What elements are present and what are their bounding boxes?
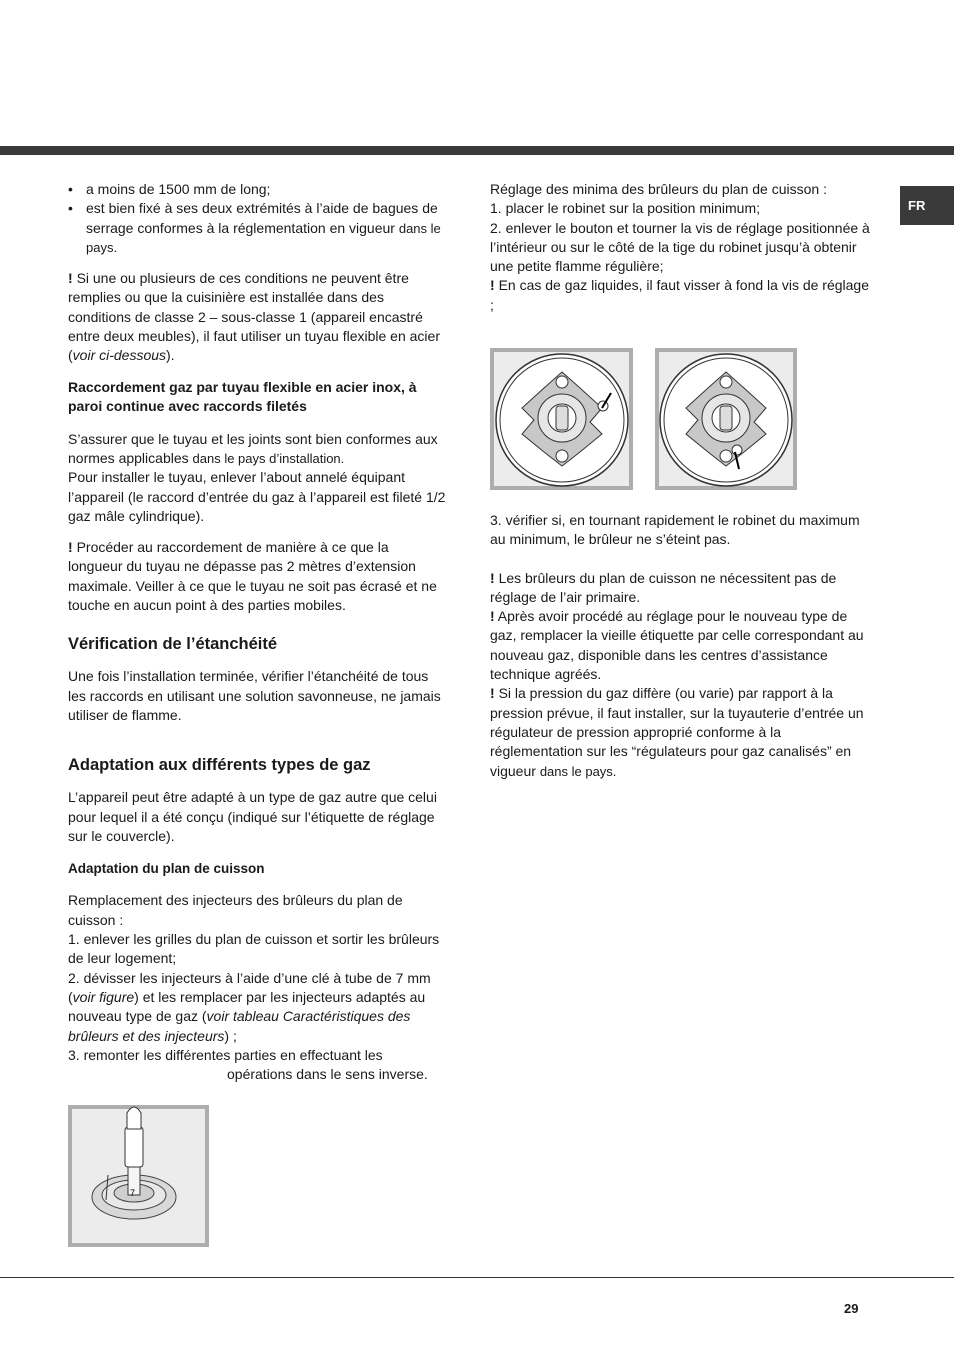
paragraph: Réglage des minima des brûleurs du plan de cuisson : [490, 181, 827, 197]
right-column [490, 180, 870, 315]
warning-paragraph: ! Procéder au raccordement de manière à ce que la longueur du tuyau ne dépasse pas 2 mètres d’extension maximale. Veiller à ce que le tuyau ne soit pas écrasé et ne touche en aucun point à des parties mobiles. [68, 539, 437, 614]
list-step: 2. enlever le bouton et tourner la vis de réglage positionnée à l’intérieur ou sur le côté de la tige du robinet jusqu’à obtenir une petite flamme régulière; [490, 219, 870, 275]
page-number: 29 [844, 1301, 859, 1316]
list-step: 3. vérifier si, en tournant rapidement le robinet du maximum au minimum, le brûleur ne s’éteint pas. [490, 512, 860, 548]
subsection-heading: Adaptation du plan de cuisson [68, 861, 265, 877]
warning-paragraph: ! Si la pression du gaz diffère (ou varie) par rapport à la pression prévue, il faut installer, sur la tuyauterie d’entrée un régulateur de pression approprié conforme à la réglementation sur les “régulateurs pour gaz canalisés” en vigueur dans le pays. [490, 685, 864, 779]
paragraph: S’assurer que le tuyau et les joints sont bien conformes aux normes applicables dans le pays d’installation. [68, 430, 438, 466]
bullet-item: • a moins de 1500 mm de long; [68, 180, 446, 199]
section-heading: Raccordement gaz par tuyau flexible en acier inox, à paroi continue avec raccords filetés [68, 378, 417, 415]
left-column [68, 180, 446, 1084]
list-step-continuation: opérations dans le sens inverse. [227, 1066, 428, 1083]
language-tab: FR [900, 186, 954, 225]
wrench-size-label: 7 [130, 1188, 136, 1198]
section-heading: Vérification de l’étanchéité [68, 635, 278, 654]
paragraph: L’appareil peut être adapté à un type de gaz autre que celui pour lequel il a été conçu (indiqué sur l’étiquette de réglage sur le couvercle). [68, 789, 437, 844]
paragraph: Une fois l’installation terminée, vérifier l’étanchéité de tous les raccords en utilisant une solution savonneuse, ne jamais utiliser de flamme. [68, 668, 441, 723]
warning-paragraph: ! Après avoir procédé au réglage pour le nouveau type de gaz, remplacer la vieille étiquette par celle correspondant au nouveau gaz, disponible dans les centres d’assistance technique agréés. [490, 608, 864, 683]
paragraph: Remplacement des injecteurs des brûleurs du plan de cuisson : [68, 892, 403, 928]
list-step: 3. remonter les différentes parties en effectuant les [68, 1046, 383, 1063]
right-column-lower [490, 511, 870, 781]
injector-wrench-figure [68, 1105, 209, 1247]
footer-rule [0, 1277, 954, 1278]
list-step: 1. enlever les grilles du plan de cuisson et sortir les brûleurs de leur logement; [68, 931, 440, 967]
burner-adjustment-figure-1 [490, 348, 633, 490]
list-step: 1. placer le robinet sur la position minimum; [490, 200, 761, 217]
list-step: 2. dévisser les injecteurs à l’aide d’une clé à tube de 7 mm (voir figure) et les remplacer par les injecteurs adaptés au nouveau type de gaz (voir tableau Caractéristiques des brûleurs et des injecteurs) ; [68, 969, 431, 1044]
burner-adjustment-figure-2 [655, 348, 797, 490]
section-heading: Adaptation aux différents types de gaz [68, 756, 371, 775]
paragraph: Pour installer le tuyau, enlever l’about annelé équipant l’appareil (le raccord d’entrée du gaz à l’appareil est fileté 1/2 gaz mâle cylindrique). [68, 469, 446, 524]
warning-paragraph: ! Si une ou plusieurs de ces conditions ne peuvent être remplies ou que la cuisinière est installée dans des conditions de classe 2 – sous-classe 1 (appareil encastré entre deux meubles), il faut utiliser un tuyau flexible en acier (voir ci-dessous). [68, 270, 440, 364]
warning-paragraph: ! Les brûleurs du plan de cuisson ne nécessitent pas de réglage de l’air primaire. [490, 569, 837, 605]
header-bar [0, 146, 954, 155]
warning-paragraph: ! En cas de gaz liquides, il faut visser à fond la vis de réglage ; [490, 277, 869, 313]
bullet-item: • est bien fixé à ses deux extrémités à l’aide de bagues de serrage conformes à la réglementation en vigueur dans le pays. [68, 199, 446, 257]
